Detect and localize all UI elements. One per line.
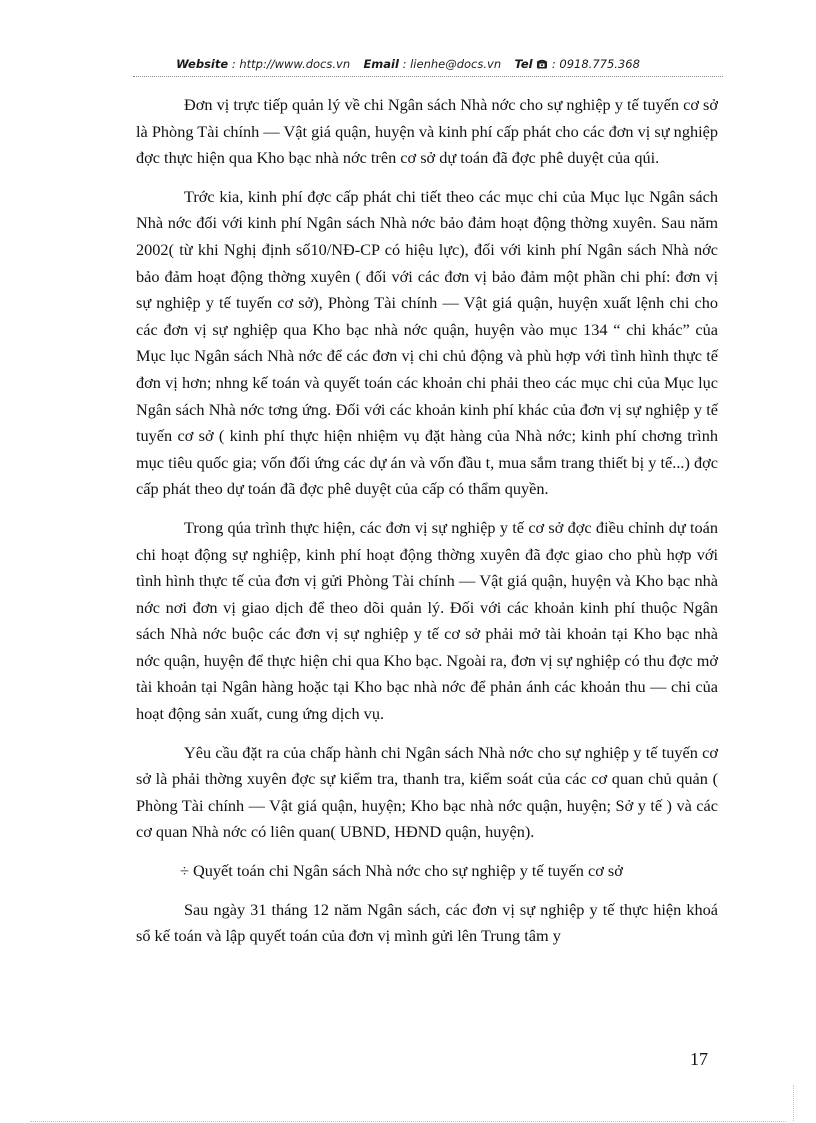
paragraph: Yêu cầu đặt ra của chấp hành chi Ngân sách Nhà nớc cho sự nghiệp y tế tuyến cơ sở là phải thờng xuyên đợc sự kiểm tra, thanh tra, kiểm soát của các cơ quan chủ quản ( Phòng Tài chính — Vật giá quận, huyện; Kho bạc nhà nớc quận, huyện; Sở y tế ) và các cơ quan Nhà nớc có liên quan( UBND, HĐND quận, huyện).	[136, 742, 718, 842]
tel-label: Tel	[514, 57, 533, 71]
paragraph: Trớc kia, kinh phí đợc cấp phát chi tiết theo các mục chi của Mục lục Ngân sách Nhà nớc đối với kinh phí Ngân sách Nhà nớc bảo đảm hoạt động thờng xuyên. Sau năm 2002( từ khi Nghị định số10/NĐ-CP có hiệu lực), đối với kinh phí Ngân sách Nhà nớc bảo đảm hoạt động thờng xuyên ( đối với các đơn vị bảo đảm một phần chi phí: đơn vị sự nghiệp y tế tuyến cơ sở), Phòng Tài chính — Vật giá quận, huyện xuất lệnh chi cho các đơn vị sự nghiệp qua Kho bạc nhà nớc quận, huyện vào mục 134 “ chi khác” của Mục lục Ngân sách Nhà nớc để các đơn vị chi chủ động và phù hợp với tình hình thực tế đơn vị hơn; nhng kế toán và quyết toán các khoản chi phải theo các mục chi của Mục lục Ngân sách Nhà nớc tơng ứng. Đối với các khoản kinh phí khác của đơn vị sự nghiệp y tế tuyến cơ sở ( kinh phí thực hiện nhiệm vụ đặt hàng của Nhà nớc; kinh phí chơng trình mục tiêu quốc gia; vốn đối ứng các dự án và vốn đầu t, mua sắm trang thiết bị y tế...) đợc cấp phát theo dự toán đã đợc phê duyệt của cấp có thẩm quyền.	[136, 186, 718, 499]
phone-icon	[536, 57, 548, 71]
page-number: 17	[690, 1049, 708, 1069]
margin-guide	[793, 1085, 794, 1121]
email-label: Email	[363, 57, 399, 71]
phone-number: : 0918.775.368	[551, 57, 640, 71]
paragraph: Trong qúa trình thực hiện, các đơn vị sự nghiệp y tế cơ sở đợc điều chỉnh dự toán chi hoạt động sự nghiệp, kinh phí hoạt động thờng xuyên đã đợc giao cho phù hợp với tình hình thực tế của đơn vị gửi Phòng Tài chính — Vật giá quận, huyện và Kho bạc nhà nớc nơi đơn vị giao dịch để theo dõi quản lý. Đối với các khoản kinh phí thuộc Ngân sách Nhà nớc buộc các đơn vị sự nghiệp y tế cơ sở phải mở tài khoản tại Kho bạc nhà nớc quận, huyện để thực hiện chi qua Kho bạc. Ngoài ra, đơn vị sự nghiệp có thu đợc mở tài khoản tại Ngân hàng hoặc tại Kho bạc nhà nớc để phản ánh các khoản thu — chi của hoạt động sản xuất, cung ứng dịch vụ.	[136, 517, 718, 724]
page-header	[0, 57, 816, 71]
document-body	[136, 92, 718, 962]
paragraph: Đơn vị trực tiếp quản lý về chi Ngân sách Nhà nớc cho sự nghiệp y tế tuyến cơ sở là Phòng Tài chính — Vật giá quận, huyện và kinh phí cấp phát cho các đơn vị sự nghiệp đợc thực hiện qua Kho bạc nhà nớc trên cơ sở dự toán đã đợc phê duyệt của qúi.	[136, 95, 718, 168]
website-link[interactable]: : http://www.docs.vn	[231, 57, 351, 71]
section-bullet-heading: ÷ Quyết toán chi Ngân sách Nhà nớc cho sự nghiệp y tế tuyến cơ sở	[180, 861, 623, 881]
website-label: Website	[176, 57, 229, 71]
email-link[interactable]: : lienhe@docs.vn	[402, 57, 502, 71]
header-divider	[133, 76, 723, 77]
paragraph: Sau ngày 31 tháng 12 năm Ngân sách, các đơn vị sự nghiệp y tế thực hiện khoá sổ kế toán và lập quyết toán của đơn vị mình gửi lên Trung tâm y	[136, 899, 718, 946]
footer-divider	[30, 1121, 786, 1122]
